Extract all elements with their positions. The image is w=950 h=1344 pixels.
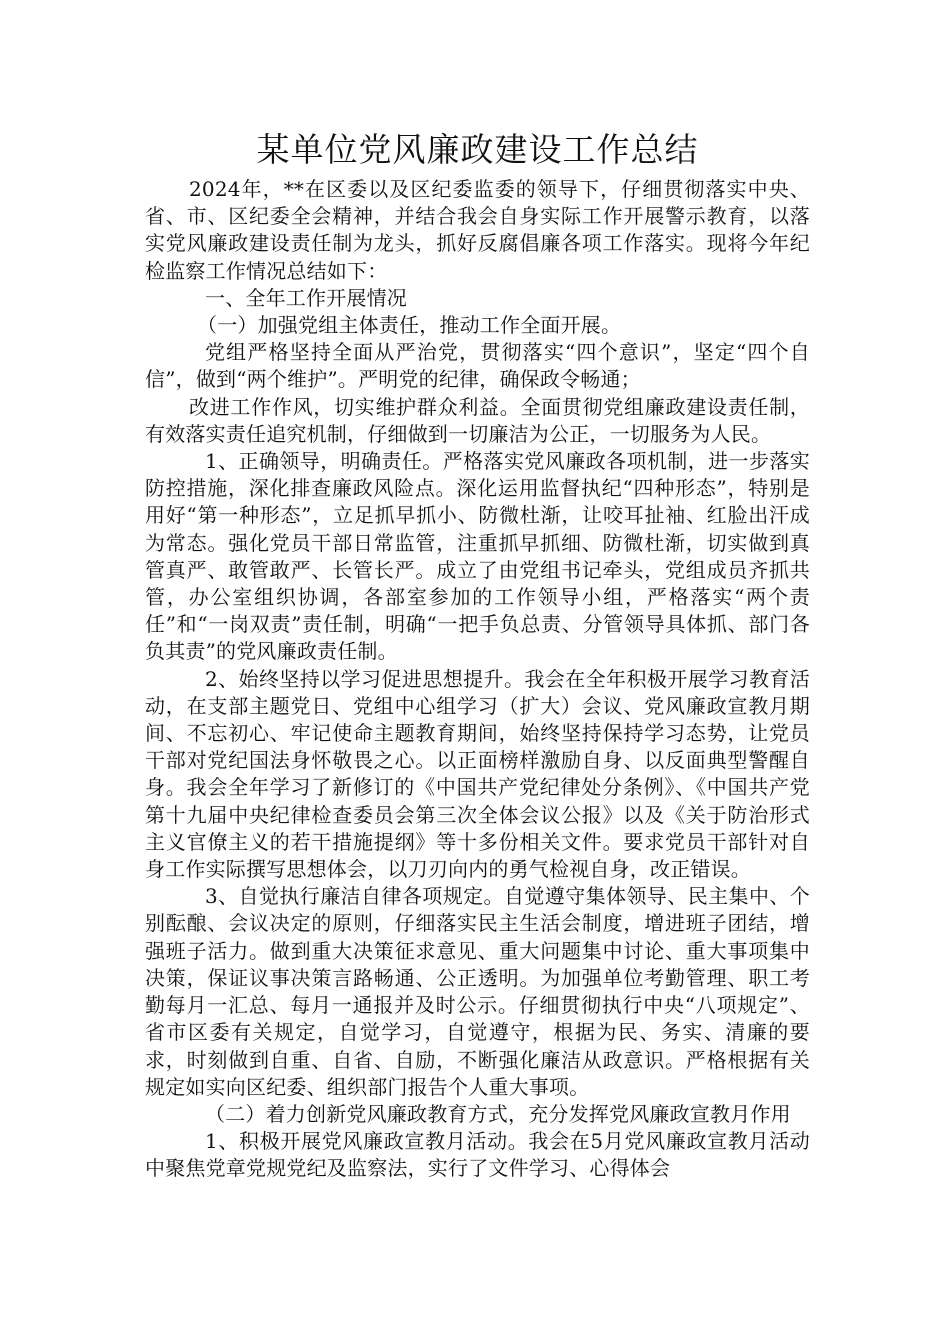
paragraph-intro: 2024年，**在区委以及区纪委监委的领导下，仔细贯彻落实中央、省、市、区纪委全会精神，并结合我会自身实际工作开展警示教育，以落实党风廉政建设责任制为龙头，抓好反腐倡廉各项工作落实。现将今年纪检监察工作情况总结如下： [145,177,810,283]
paragraph-item-3: 3、自觉执行廉洁自律各项规定。自觉遵守集体领导、民主集中、个别酝酿、会议决定的原则，仔细落实民主生活会制度，增进班子团结，增强班子活力。做到重大决策征求意见、重大问题集中讨论、重大事项集中决策，保证议事决策言路畅通、公正透明。为加强单位考勤管理、职工考勤每月一汇总、每月一通报并及时公示。仔细贯彻执行中央“八项规定”、省市区委有关规定，自觉学习，自觉遵守，根据为民、务实、清廉的要求，时刻做到自重、自省、自励，不断强化廉洁从政意识。严格根据有关规定如实向区纪委、组织部门报告个人重大事项。 [145,884,810,1099]
subsection-heading-1: （一）加强党组主体责任，推动工作全面开展。 [197,313,622,338]
document-body [145,128,810,1183]
paragraph-party-discipline: 党组严格坚持全面从严治党，贯彻落实“四个意识”，坚定“四个自信”，做到“两个维护”。严明党的纪律，确保政令畅通； [145,340,810,392]
section-heading-1: 一、全年工作开展情况 [205,285,407,310]
subsection-heading-2: （二）着力创新党风廉政教育方式，充分发挥党风廉政宣教月作用 [205,1101,791,1126]
paragraph-item-1: 1、正确领导，明确责任。严格落实党风廉政各项机制，进一步落实防控措施，深化排查廉政风险点。深化运用监督执纪“四种形态”，特别是用好“第一种形态”，立足抓早抓小、防微杜渐，让咬耳扯袖、红脸出汗成为常态。强化党员干部日常监管，注重抓早抓细、防微杜渐，切实做到真管真严、敢管敢严、长管长严。成立了由党组书记牵头，党组成员齐抓共管，办公室组织协调，各部室参加的工作领导小组，严格落实“两个责任”和“一岗双责”责任制，明确“一把手负总责、分管领导具体抓、部门各负其责”的党风廉政责任制。 [145,449,810,664]
paragraph-item-4: 1、积极开展党风廉政宣教月活动。我会在5月党风廉政宣教月活动中聚焦党章党规党纪及监察法，实行了文件学习、心得体会 [145,1129,810,1181]
paragraph-work-style: 改进工作作风，切实维护群众利益。全面贯彻党组廉政建设责任制，有效落实责任追究机制，仔细做到一切廉洁为公正，一切服务为人民。 [145,394,810,446]
paragraph-item-2: 2、始终坚持以学习促进思想提升。我会在全年积极开展学习教育活动，在支部主题党日、党组中心组学习（扩大）会议、党风廉政宣教月期间、不忘初心、牢记使命主题教育期间，始终坚持保持学习态势，让党员干部对党纪国法身怀敬畏之心。以正面榜样激励自身、以反面典型警醒自身。我会全年学习了新修订的《中国共产党纪律处分条例》、《中国共产党第十九届中央纪律检查委员会第三次全体会议公报》以及《关于防治形式主义官僚主义的若干措施提纲》等十多份相关文件。要求党员干部针对自身工作实际撰写思想体会，以刀刃向内的勇气检视自身，改正错误。 [145,666,810,882]
document-title: 某单位党风廉政建设工作总结 [256,130,699,169]
